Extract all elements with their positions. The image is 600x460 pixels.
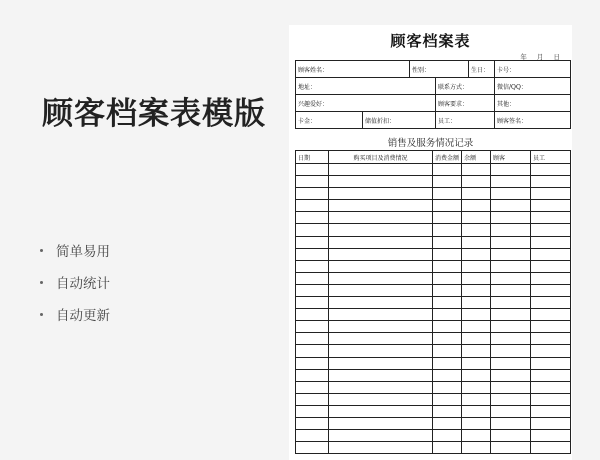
record-cell — [433, 430, 462, 442]
record-row — [296, 284, 571, 296]
record-row — [296, 297, 571, 309]
record-cell — [531, 345, 571, 357]
bullet-icon — [40, 313, 43, 316]
info-cell: 卡号： — [495, 61, 571, 78]
record-cell — [329, 248, 433, 260]
record-cell — [296, 176, 329, 188]
record-cell — [433, 345, 462, 357]
record-cell — [462, 260, 491, 272]
info-cell: 员工： — [436, 112, 495, 129]
info-cell: 性别： — [410, 61, 469, 78]
info-cell: 微信/QQ： — [495, 78, 571, 95]
record-cell — [531, 188, 571, 200]
info-row — [296, 78, 571, 95]
record-cell — [296, 224, 329, 236]
record-cell — [491, 260, 531, 272]
record-cell — [491, 212, 531, 224]
info-cell: 顾客签名： — [495, 112, 571, 129]
record-cell — [433, 417, 462, 429]
record-cell — [433, 381, 462, 393]
record-cell — [296, 357, 329, 369]
record-cell — [296, 345, 329, 357]
record-cell — [433, 236, 462, 248]
record-cell — [433, 357, 462, 369]
record-cell — [296, 381, 329, 393]
record-cell — [531, 212, 571, 224]
record-cell — [433, 369, 462, 381]
record-cell — [296, 200, 329, 212]
record-cell — [491, 321, 531, 333]
info-cell: 顾客要求： — [436, 95, 495, 112]
feature-list — [40, 234, 110, 330]
record-cell — [433, 164, 462, 176]
record-cell — [462, 309, 491, 321]
form-preview — [289, 25, 572, 460]
record-cell — [329, 200, 433, 212]
feature-label: 简单易用 — [56, 244, 110, 260]
record-cell — [329, 176, 433, 188]
record-row — [296, 236, 571, 248]
customer-info-table — [295, 60, 571, 129]
info-cell: 顾客姓名： — [296, 61, 410, 78]
record-cell — [531, 369, 571, 381]
record-cell — [531, 224, 571, 236]
record-cell — [462, 345, 491, 357]
record-cell — [433, 188, 462, 200]
feature-item — [40, 234, 110, 266]
records-header-row — [296, 151, 571, 164]
record-row — [296, 224, 571, 236]
record-row — [296, 405, 571, 417]
record-row — [296, 176, 571, 188]
record-cell — [491, 442, 531, 454]
records-section-title: 销售及服务情况记录 — [387, 138, 474, 149]
record-cell — [462, 321, 491, 333]
column-header: 购买项目及消费情况 — [329, 151, 433, 164]
record-cell — [491, 405, 531, 417]
record-row — [296, 345, 571, 357]
record-cell — [433, 333, 462, 345]
record-cell — [462, 297, 491, 309]
record-cell — [433, 176, 462, 188]
record-cell — [296, 430, 329, 442]
record-cell — [491, 309, 531, 321]
record-cell — [433, 393, 462, 405]
record-row — [296, 333, 571, 345]
record-cell — [433, 309, 462, 321]
column-header: 日期 — [296, 151, 329, 164]
record-cell — [491, 188, 531, 200]
record-cell — [462, 284, 491, 296]
info-cell: 其他： — [495, 95, 571, 112]
record-cell — [531, 417, 571, 429]
record-cell — [433, 284, 462, 296]
record-cell — [433, 200, 462, 212]
record-row — [296, 248, 571, 260]
record-cell — [329, 297, 433, 309]
record-cell — [296, 212, 329, 224]
record-cell — [462, 381, 491, 393]
record-cell — [433, 212, 462, 224]
record-cell — [531, 284, 571, 296]
record-cell — [329, 417, 433, 429]
record-cell — [462, 417, 491, 429]
record-cell — [462, 212, 491, 224]
record-cell — [462, 188, 491, 200]
record-row — [296, 357, 571, 369]
record-cell — [329, 442, 433, 454]
info-row — [296, 61, 571, 78]
record-cell — [531, 333, 571, 345]
column-header: 消费金额 — [433, 151, 462, 164]
record-row — [296, 164, 571, 176]
record-cell — [531, 176, 571, 188]
date-month-label: 月 — [536, 53, 544, 61]
record-row — [296, 369, 571, 381]
info-cell: 兴趣爱好： — [296, 95, 436, 112]
record-row — [296, 200, 571, 212]
record-cell — [329, 357, 433, 369]
record-cell — [329, 188, 433, 200]
record-cell — [296, 393, 329, 405]
record-cell — [296, 442, 329, 454]
record-cell — [491, 369, 531, 381]
record-cell — [329, 393, 433, 405]
record-cell — [433, 321, 462, 333]
record-cell — [462, 369, 491, 381]
record-cell — [433, 272, 462, 284]
record-cell — [491, 284, 531, 296]
record-cell — [491, 357, 531, 369]
record-cell — [491, 381, 531, 393]
record-cell — [462, 248, 491, 260]
record-row — [296, 381, 571, 393]
feature-item — [40, 298, 110, 330]
record-cell — [491, 345, 531, 357]
record-row — [296, 212, 571, 224]
record-cell — [491, 248, 531, 260]
record-cell — [531, 381, 571, 393]
record-cell — [296, 309, 329, 321]
record-row — [296, 442, 571, 454]
record-cell — [329, 381, 433, 393]
record-cell — [491, 164, 531, 176]
record-cell — [531, 309, 571, 321]
record-cell — [296, 164, 329, 176]
record-cell — [329, 405, 433, 417]
record-cell — [531, 297, 571, 309]
record-cell — [329, 272, 433, 284]
record-cell — [491, 176, 531, 188]
record-cell — [491, 224, 531, 236]
info-cell: 生日： — [469, 61, 495, 78]
record-row — [296, 321, 571, 333]
record-cell — [462, 333, 491, 345]
record-cell — [296, 236, 329, 248]
record-cell — [329, 236, 433, 248]
record-cell — [433, 248, 462, 260]
record-cell — [531, 260, 571, 272]
info-row — [296, 112, 571, 129]
record-cell — [462, 200, 491, 212]
record-cell — [531, 405, 571, 417]
info-cell: 卡金： — [296, 112, 363, 129]
date-year-label: 年 — [520, 53, 527, 61]
record-cell — [491, 417, 531, 429]
record-cell — [462, 357, 491, 369]
record-cell — [296, 297, 329, 309]
info-cell: 储值折扣： — [363, 112, 436, 129]
column-header: 余额 — [462, 151, 491, 164]
record-row — [296, 393, 571, 405]
record-cell — [491, 200, 531, 212]
bullet-icon — [40, 281, 43, 284]
record-cell — [462, 224, 491, 236]
record-cell — [462, 236, 491, 248]
record-cell — [491, 393, 531, 405]
record-cell — [462, 176, 491, 188]
record-cell — [296, 188, 329, 200]
column-header: 员工 — [531, 151, 571, 164]
record-cell — [531, 236, 571, 248]
template-title: 顾客档案表模版 — [42, 96, 266, 132]
record-cell — [531, 248, 571, 260]
record-cell — [296, 260, 329, 272]
column-header: 顾客 — [491, 151, 531, 164]
record-cell — [329, 345, 433, 357]
record-cell — [329, 260, 433, 272]
record-cell — [329, 224, 433, 236]
record-cell — [329, 284, 433, 296]
record-cell — [531, 321, 571, 333]
record-cell — [491, 272, 531, 284]
record-cell — [491, 430, 531, 442]
records-table — [295, 150, 571, 454]
info-cell: 地址： — [296, 78, 436, 95]
record-cell — [462, 405, 491, 417]
info-row — [296, 95, 571, 112]
feature-item — [40, 266, 110, 298]
feature-label: 自动统计 — [56, 276, 110, 292]
form-title: 顾客档案表 — [390, 32, 471, 50]
record-cell — [296, 248, 329, 260]
record-cell — [462, 164, 491, 176]
record-cell — [531, 393, 571, 405]
record-cell — [462, 430, 491, 442]
record-cell — [296, 417, 329, 429]
record-cell — [329, 369, 433, 381]
record-cell — [531, 164, 571, 176]
record-cell — [433, 442, 462, 454]
record-cell — [491, 333, 531, 345]
record-row — [296, 272, 571, 284]
record-cell — [531, 442, 571, 454]
record-cell — [462, 272, 491, 284]
record-cell — [531, 357, 571, 369]
record-cell — [329, 321, 433, 333]
record-cell — [329, 430, 433, 442]
record-cell — [462, 442, 491, 454]
record-cell — [329, 333, 433, 345]
info-cell: 联系方式： — [436, 78, 495, 95]
record-cell — [433, 224, 462, 236]
record-cell — [491, 297, 531, 309]
record-row — [296, 417, 571, 429]
record-cell — [433, 405, 462, 417]
date-day-label: 日 — [553, 53, 560, 61]
feature-label: 自动更新 — [56, 308, 110, 324]
record-cell — [296, 405, 329, 417]
record-cell — [531, 272, 571, 284]
record-cell — [329, 309, 433, 321]
record-row — [296, 188, 571, 200]
record-cell — [296, 272, 329, 284]
record-cell — [531, 200, 571, 212]
bullet-icon — [40, 249, 43, 252]
record-cell — [329, 212, 433, 224]
record-cell — [296, 369, 329, 381]
record-cell — [531, 430, 571, 442]
record-cell — [296, 333, 329, 345]
record-row — [296, 260, 571, 272]
record-cell — [462, 393, 491, 405]
record-cell — [296, 284, 329, 296]
record-cell — [296, 321, 329, 333]
record-row — [296, 430, 571, 442]
record-cell — [433, 297, 462, 309]
record-row — [296, 309, 571, 321]
record-cell — [491, 236, 531, 248]
record-cell — [433, 260, 462, 272]
record-cell — [329, 164, 433, 176]
